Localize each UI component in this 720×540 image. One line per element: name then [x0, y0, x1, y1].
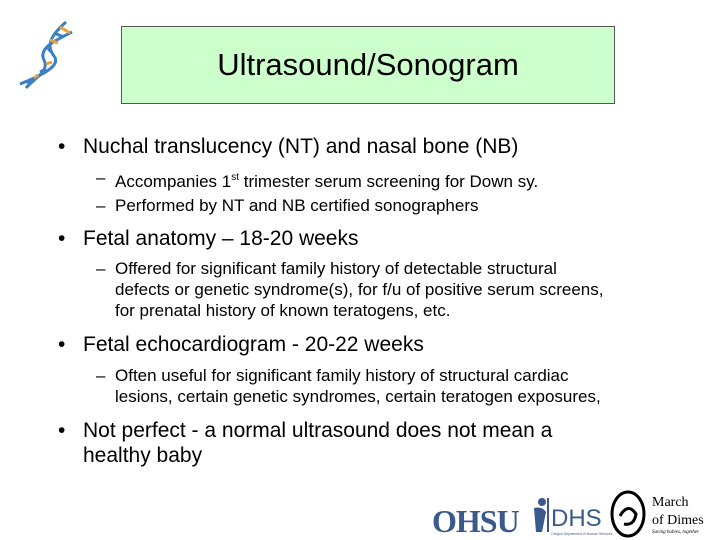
ohsu-logo: OHSU	[432, 503, 519, 539]
bullet-text: Fetal echocardiogram - 20-22 weeks	[83, 333, 424, 356]
march-of-dimes-line1: March	[652, 495, 689, 510]
sub-bullet-text: Offered for significant family history of detectable structural defects or genetic syndrome(s), for f/u of positive serum screens, for prenatal history of known teratogens, etc.	[115, 259, 604, 320]
sub-bullet-text: Often useful for significant family history of structural cardiac lesions, certain genetic syndromes, certain teratogen exposures,	[115, 366, 601, 406]
title-box	[121, 26, 615, 104]
dhs-logo: DHS	[551, 505, 602, 532]
bullet-marker: •	[58, 419, 66, 442]
dhs-logo-icon	[534, 498, 548, 532]
march-of-dimes-line2: of Dimes	[652, 513, 704, 528]
bullet-marker: •	[58, 227, 66, 250]
march-of-dimes-logo-icon	[612, 492, 644, 536]
bullet-text: Not perfect - a normal ultrasound does not mean a healthy baby	[83, 419, 553, 467]
sub-bullet-text: Accompanies 1st trimester serum screening for Down sy.	[115, 172, 539, 191]
sub-bullet-marker: –	[96, 259, 106, 278]
sub-bullet-marker: –	[96, 366, 106, 385]
bullet-marker: •	[58, 333, 66, 356]
dna-helix-icon	[10, 18, 80, 90]
sponsor-logos	[430, 486, 720, 540]
sub-bullet-marker: –	[96, 196, 106, 215]
bullet-text: Fetal anatomy – 18-20 weeks	[83, 227, 359, 250]
bullet-text: Nuchal translucency (NT) and nasal bone (NB)	[83, 135, 519, 158]
sub-bullet-marker: –	[96, 168, 106, 187]
bullet-marker: •	[58, 135, 66, 158]
march-of-dimes-tagline: Saving babies, together	[652, 530, 700, 535]
sub-bullet-text: Performed by NT and NB certified sonographers	[115, 196, 479, 215]
dhs-subtitle: Oregon Department of Human Services	[551, 532, 613, 536]
slide-title: Ultrasound/Sonogram	[217, 47, 519, 82]
